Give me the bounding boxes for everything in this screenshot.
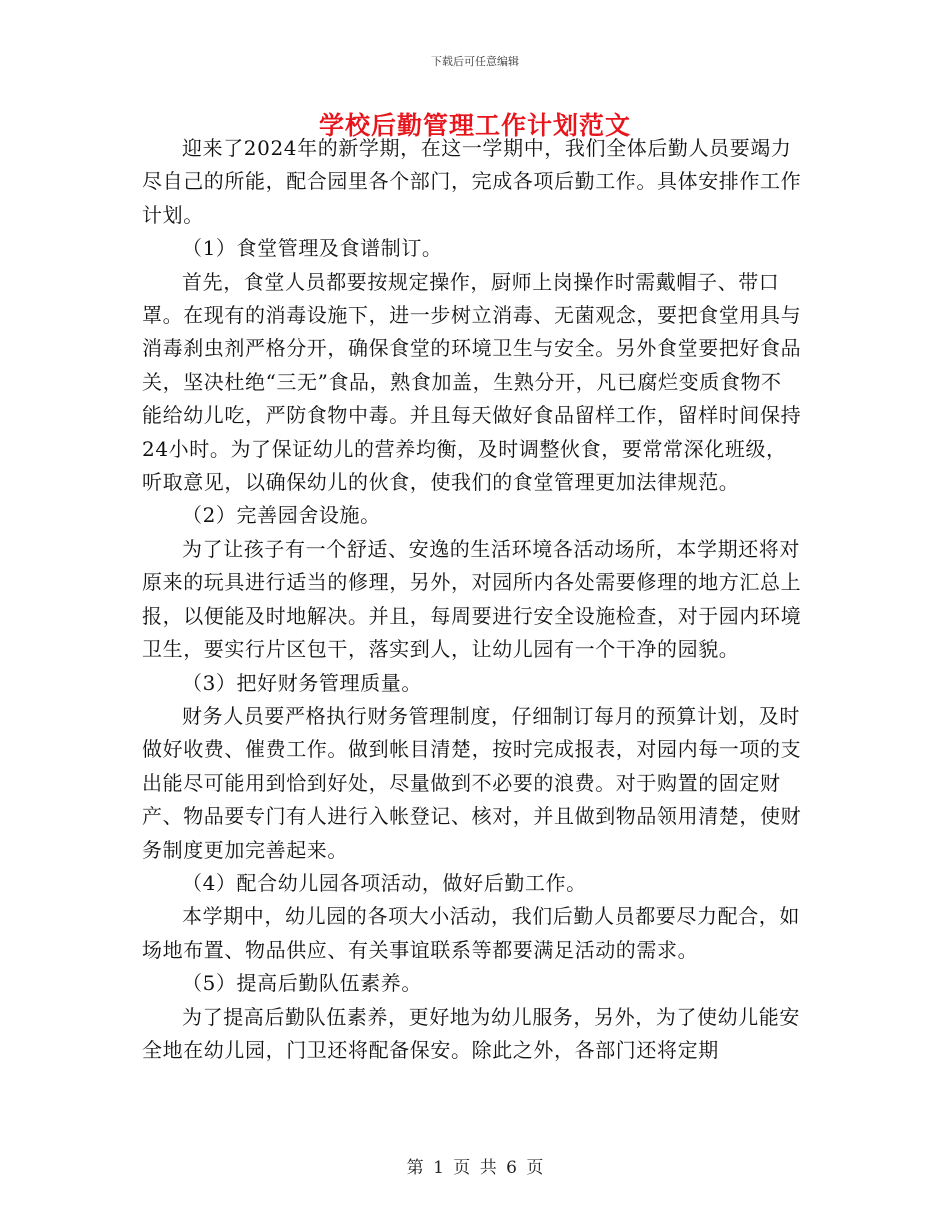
paragraph-finance: 财务人员要严格执行财务管理制度，仔细制订每月的预算计划，及时做好收费、催费工作。做到帐目清楚，按时完成报表，对园内每一项的支出能尽可能用到恰到好处，尽量做到不必要的浪费。对于购置的固定财产、物品要专门有人进行入帐登记、核对，并且做到物品领用清楚，使财务制度更加完善起来。	[142, 703, 802, 862]
document-body	[142, 132, 802, 1067]
header-note: 下载后可任意编辑	[431, 55, 519, 68]
section-heading-team: （5）提高后勤队伍素养。	[182, 971, 422, 996]
paragraph-intro: 迎来了2024年的新学期，在这一学期中，我们全体后勤人员要竭力尽自己的所能，配合园里各个部门，完成各项后勤工作。具体安排作工作计划。	[142, 136, 802, 227]
paragraph-activities: 本学期中，幼儿园的各项大小活动，我们后勤人员都要尽力配合，如场地布置、物品供应、有关事谊联系等都要满足活动的需求。	[142, 904, 800, 962]
paragraph-canteen: 首先，食堂人员都要按规定操作，厨师上岗操作时需戴帽子、带口罩。在现有的消毒设施下，进一步树立消毒、无菌观念，要把食堂用具与消毒刹虫剂严格分开，确保食堂的环境卫生与安全。另外食堂要把好食品关，坚决杜绝“三无”食品，熟食加盖，生熟分开，凡已腐烂变质食物不能给幼儿吃，严防食物中毒。并且每天做好食品留样工作，留样时间保持24小时。为了保证幼儿的营养均衡，及时调整伙食，要常常深化班级，听取意见，以确保幼儿的伙食，使我们的食堂管理更加法律规范。	[142, 269, 802, 495]
paragraph-facilities: 为了让孩子有一个舒适、安逸的生活环境各活动场所，本学期还将对原来的玩具进行适当的修理，另外，对园所内各处需要修理的地方汇总上报，以便能及时地解决。并且，每周要进行安全设施检查，对于园内环境卫生，要实行片区包干，落实到人，让幼儿园有一个干净的园貌。	[142, 536, 802, 662]
document-title: 学校后勤管理工作计划范文	[318, 111, 631, 140]
section-heading-facilities: （2）完善园舍设施。	[182, 503, 381, 528]
section-heading-canteen: （1）食堂管理及食谱制订。	[182, 236, 443, 261]
page-footer: 第 1 页 共 6 页	[406, 1158, 544, 1178]
section-heading-activities: （4）配合幼儿园各项活动，做好后勤工作。	[182, 870, 587, 895]
paragraph-team: 为了提高后勤队伍素养，更好地为幼儿服务，另外，为了使幼儿能安全地在幼儿园，门卫还将配备保安。除此之外，各部门还将定期	[142, 1004, 800, 1062]
section-heading-finance: （3）把好财务管理质量。	[182, 670, 422, 695]
